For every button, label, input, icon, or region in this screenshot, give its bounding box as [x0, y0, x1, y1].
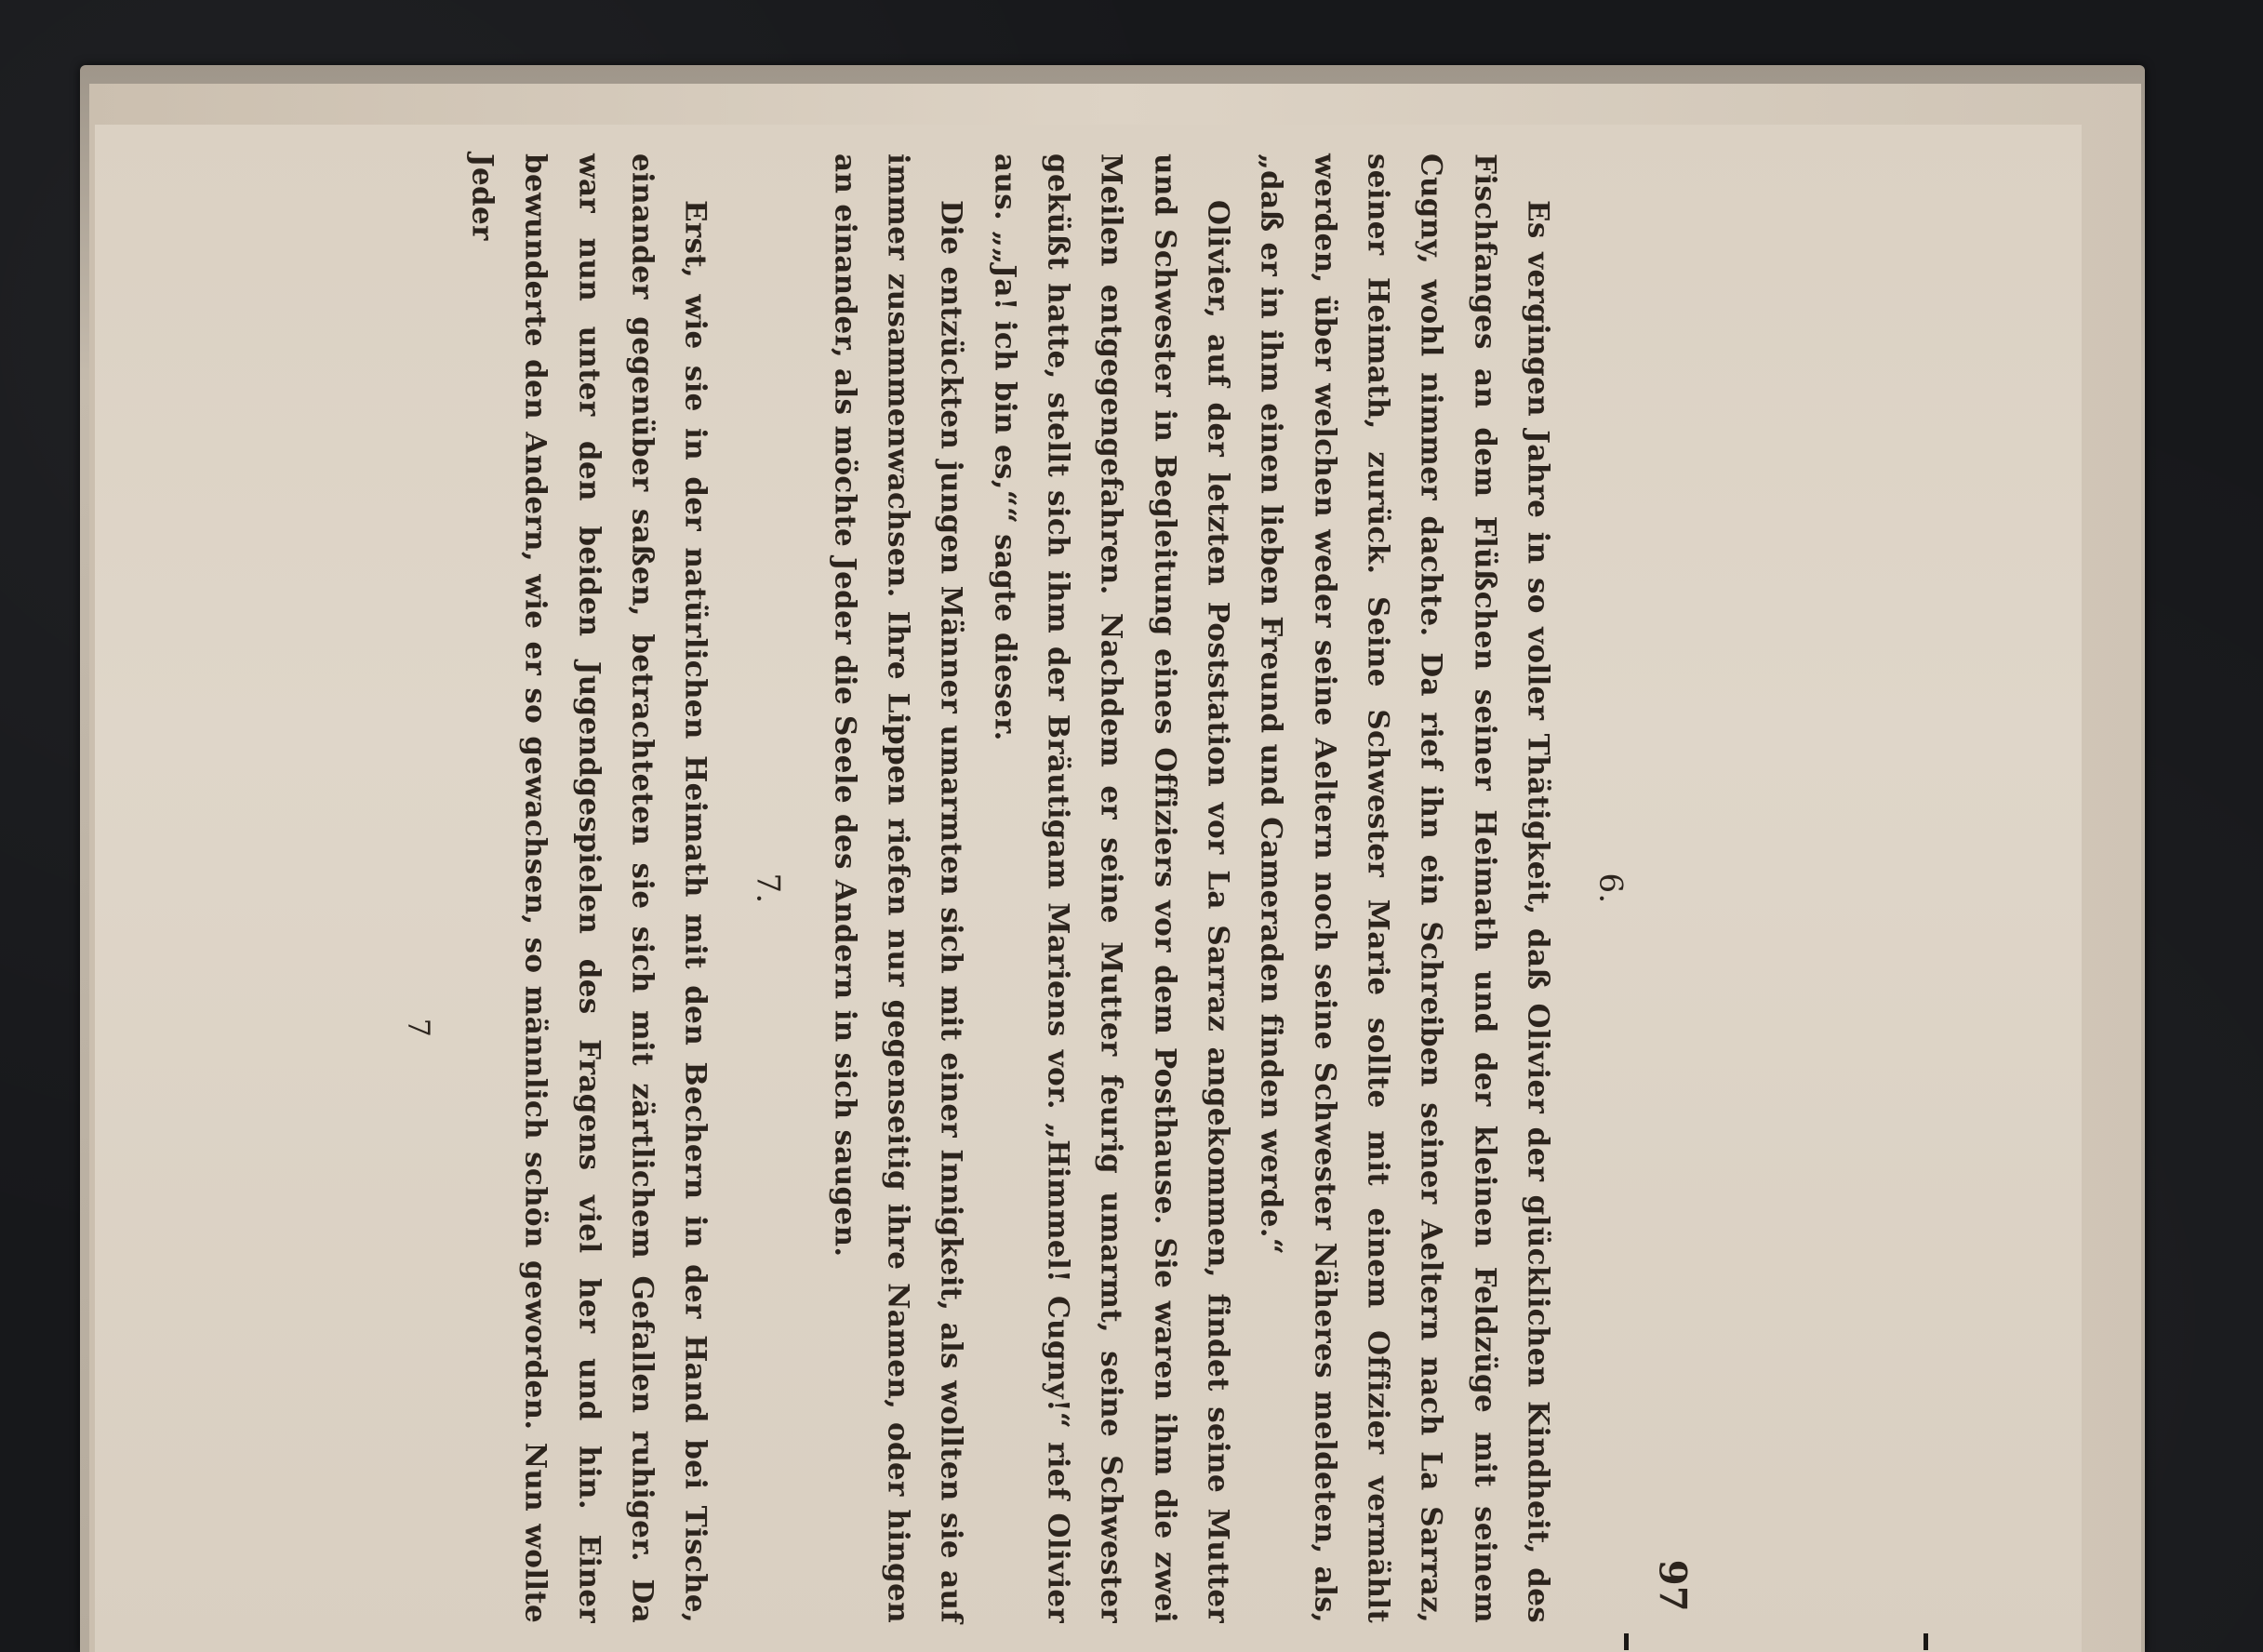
section-number: 7. — [749, 873, 787, 904]
rotated-text-block — [391, 153, 1707, 1623]
section-number: 6. — [1591, 873, 1630, 904]
signature-mark: 7 — [401, 1018, 437, 1038]
thread-mark — [1924, 1633, 1928, 1650]
page-number: 97 — [1650, 1559, 1695, 1612]
paragraph: Die entzückten jungen Männer umarmten sich mit einer Innigkeit, als wollten sie auf immer zusammenwachsen. Ihre Lippen riefen nur gegenseitig ihre Namen, oder hingen an einander, als möchte Jeder die Seele des Andern in sich saugen. — [828, 153, 968, 1623]
paragraph: Erst, wie sie in der natürlichen Heimath mit den Bechern in der Hand bei Tische, einander gegenüber saßen, betrachteten sie sich mit zärtlichem Gefallen ruhiger. Da war nun unter den beiden Jugendgespielen des Fragens viel her und hin. Einer bewunderte den Andern, wie er so gewachsen, so männlich schön geworden. Nun wollte Jeder — [465, 153, 712, 1623]
thread-mark — [1624, 1633, 1629, 1650]
paragraph: Es vergingen Jahre in so voller Thätigkeit, daß Olivier der glücklichen Kindheit, des Fischfanges an dem Flüßchen seiner Heimath und der kleinen Feldzüge mit seinem Cugny, wohl nimmer dachte. Da rief ihn ein Schreiben seiner Aeltern nach La Sarraz, seiner Heimath, zurück. Seine Schwester Marie sollte mit einem Offizier vermählt werden, über welchen weder seine Aeltern noch seine Schwester Näheres meldeten, als, „daß er in ihm einen lieben Freund und Cameraden finden werde.“ — [1254, 153, 1555, 1623]
book-page — [95, 125, 2082, 1652]
paragraph: Olivier, auf der letzten Poststation vor La Sarraz angekommen, findet seine Mutter und Schwester in Begleitung eines Offiziers vor dem Posthause. Sie waren ihm die zwei Meilen entgegengefahren. Nachdem er seine Mutter feurig umarmt, seine Schwester geküßt hatte, stellt sich ihm der Bräutigam Mariens vor. „Himmel! Cugny!“ rief Olivier aus. „„Ja! ich bin es,““ sagte dieser. — [988, 153, 1235, 1623]
